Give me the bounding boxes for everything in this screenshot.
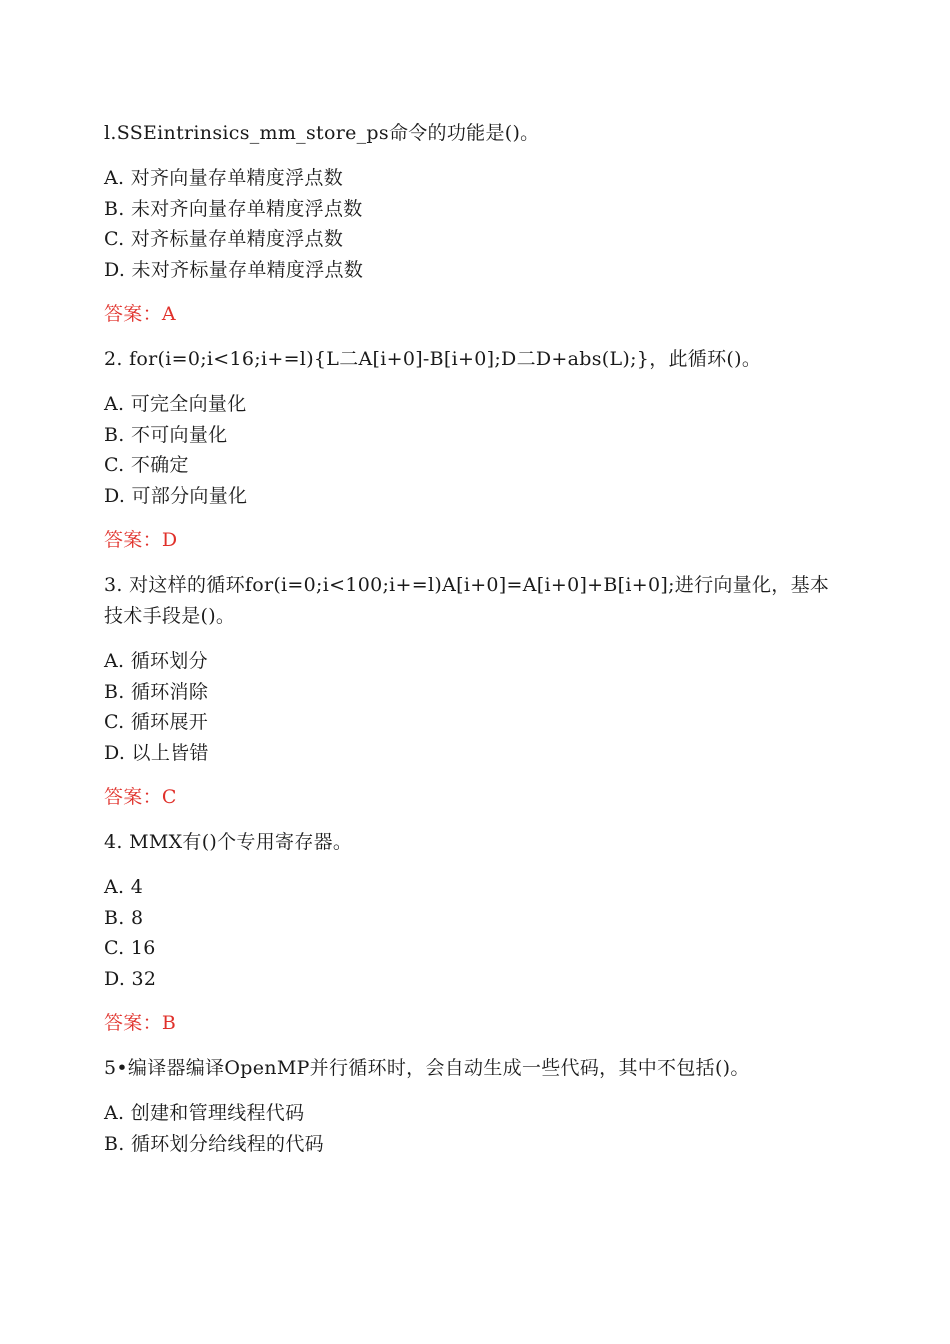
question-3-option-a: A. 循环划分 xyxy=(104,650,208,672)
question-3-answer: 答案：C xyxy=(104,786,177,808)
question-3-options xyxy=(104,646,834,768)
question-1-option-d: D. 未对齐标量存单精度浮点数 xyxy=(104,258,364,281)
question-3-option-d: D. 以上皆错 xyxy=(104,741,209,764)
question-5-options xyxy=(104,1098,834,1159)
question-2-option-a: A. 可完全向量化 xyxy=(104,393,247,415)
question-2-option-d: D. 可部分向量化 xyxy=(104,484,248,507)
question-2-answer: 答案：D xyxy=(104,529,178,551)
question-1-answer: 答案：A xyxy=(104,303,176,325)
question-2-option-c: C. 不确定 xyxy=(104,454,189,476)
question-3-stem: 3. 对这样的循环for(i=0;i<100;i+=l)A[i+0]=A[i+0]+B[i+0];进行向量化，基本技术手段是()。 xyxy=(104,574,830,627)
question-2-option-b: B. 不可向量化 xyxy=(104,423,228,446)
question-4-option-d: D. 32 xyxy=(104,967,157,990)
question-5-stem: 5•编译器编译OpenMP并行循环时，会自动生成一些代码，其中不包括()。 xyxy=(104,1057,750,1079)
question-1-stem: l.SSEintrinsics_mm_store_ps命令的功能是()。 xyxy=(104,122,540,144)
question-4-stem: 4. MMX有()个专用寄存器。 xyxy=(104,831,353,853)
question-1-option-a: A. 对齐向量存单精度浮点数 xyxy=(104,167,344,189)
question-4-option-c: C. 16 xyxy=(104,937,156,959)
question-1-options xyxy=(104,163,834,285)
question-4-option-b: B. 8 xyxy=(104,906,144,929)
question-4-answer: 答案：B xyxy=(104,1012,177,1034)
question-3-option-c: C. 循环展开 xyxy=(104,711,209,733)
question-1-option-c: C. 对齐标量存单精度浮点数 xyxy=(104,228,344,250)
question-1-option-b: B. 未对齐向量存单精度浮点数 xyxy=(104,197,363,220)
question-5-option-a: A. 创建和管理线程代码 xyxy=(104,1102,305,1124)
question-3-option-b: B. 循环消除 xyxy=(104,680,209,703)
document-page xyxy=(104,118,834,1173)
question-4-option-a: A. 4 xyxy=(104,876,144,898)
question-2-options xyxy=(104,389,834,511)
question-4-options xyxy=(104,872,834,994)
question-2-stem: 2. for(i=0;i<16;i+=l){L二A[i+0]-B[i+0];D二D+abs(L);}，此循环()。 xyxy=(104,348,762,370)
question-5-option-b: B. 循环划分给线程的代码 xyxy=(104,1132,324,1155)
